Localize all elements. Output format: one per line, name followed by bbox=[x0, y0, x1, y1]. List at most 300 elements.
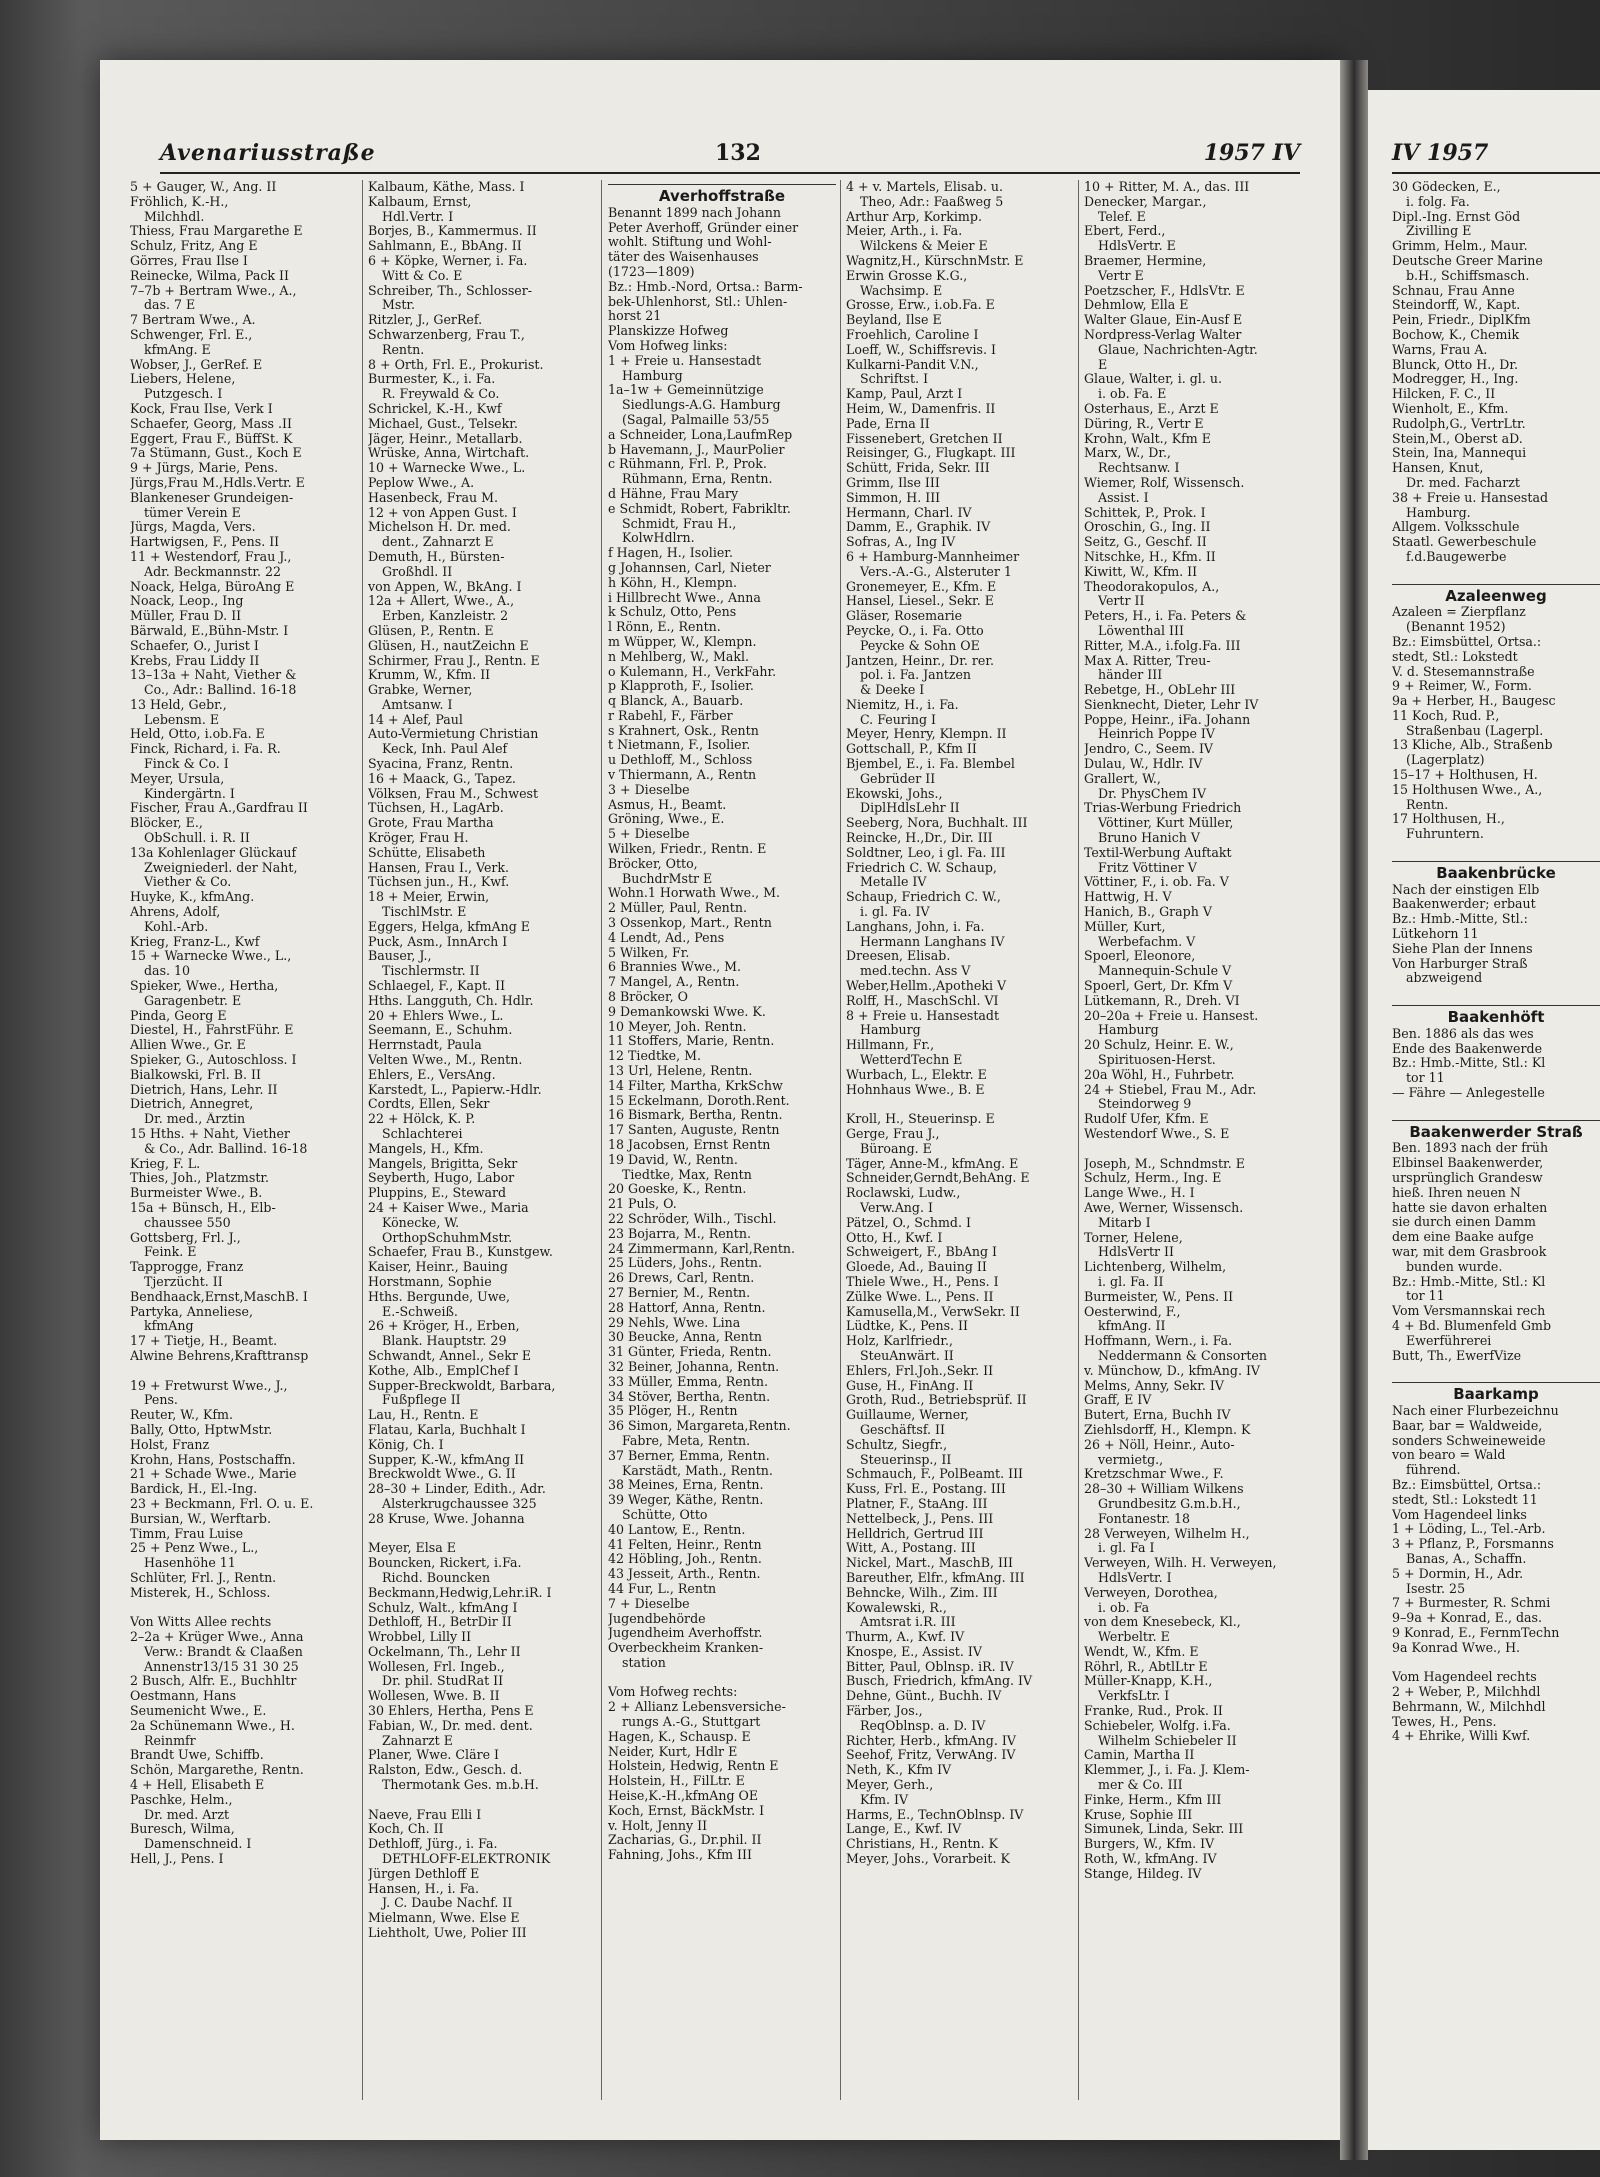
directory-entry-line: Karstädt, Math., Rentn. bbox=[622, 1463, 773, 1478]
directory-entry-line: Wrobbel, Lilly II bbox=[368, 1630, 472, 1645]
directory-entry-line: a Schneider, Lona,LaufmRep bbox=[608, 427, 793, 442]
directory-entry-line: v. Münchow, D., kfmAng. IV bbox=[1084, 1363, 1261, 1378]
directory-entry-line: abzweigend bbox=[1406, 971, 1483, 986]
directory-entry-line: Langhans, John, i. Fa. bbox=[846, 919, 985, 934]
directory-entry-line: 29 Nehls, Wwe. Lina bbox=[608, 1315, 741, 1330]
directory-entry-line: Wilckens & Meier E bbox=[860, 239, 988, 254]
directory-entry-line: Amtsanw. I bbox=[382, 697, 453, 712]
directory-entry-line: Wendt, W., Kfm. E bbox=[1084, 1644, 1199, 1659]
directory-entry-line: 33 Müller, Emma, Rentn. bbox=[608, 1374, 768, 1389]
directory-entry-line: Gronemeyer, E., Kfm. E bbox=[846, 579, 997, 594]
directory-entry-line: Rechtsanw. I bbox=[1098, 461, 1180, 476]
directory-entry-line: Pinda, Georg E bbox=[130, 1008, 227, 1023]
directory-entry-line: Reinecke, Wilma, Pack II bbox=[130, 268, 289, 283]
directory-entry-line: Neth, K., Kfm IV bbox=[846, 1763, 952, 1778]
directory-entry-line: bek-Uhlenhorst, Stl.: Uhlen- bbox=[608, 294, 788, 309]
directory-entry-line: von bearo = Wald bbox=[1392, 1448, 1506, 1463]
directory-entry-line: Schmauch, F., PolBeamt. III bbox=[846, 1467, 1024, 1482]
directory-entry-line: Schittek, P., Prok. I bbox=[1084, 505, 1206, 520]
directory-entry-line: BuchdrMstr E bbox=[622, 871, 713, 886]
directory-entry-line: Kretzschmar Wwe., F. bbox=[1084, 1467, 1224, 1482]
directory-entry-line: Vöttiner, Kurt Müller, bbox=[1098, 816, 1234, 831]
directory-entry-line: 12 Tiedtke, M. bbox=[608, 1049, 702, 1064]
directory-entry-line: Lange Wwe., H. I bbox=[1084, 1186, 1195, 1201]
directory-entry-line: Schrickel, K.-H., Kwf bbox=[368, 401, 502, 416]
directory-entry-line: Kalbaum, Käthe, Mass. I bbox=[368, 180, 525, 194]
directory-entry-line: Gottsberg, Frl. J., bbox=[130, 1230, 241, 1245]
directory-entry-line: 30 Beucke, Anna, Rentn bbox=[608, 1330, 763, 1345]
directory-entry-line: Blank. Hauptstr. 29 bbox=[382, 1334, 507, 1349]
directory-entry-line: Dethloff, Jürg., i. Fa. bbox=[368, 1837, 498, 1852]
directory-entry-line: Von Witts Allee rechts bbox=[130, 1615, 272, 1630]
directory-entry-line: Spieker, G., Autoschloss. I bbox=[130, 1053, 297, 1068]
directory-entry-line: Melms, Anny, Sekr. IV bbox=[1084, 1378, 1224, 1393]
directory-entry-line: Garagenbetr. E bbox=[144, 993, 242, 1008]
directory-entry-line: Marx, W., Dr., bbox=[1084, 446, 1172, 461]
directory-entry-line: Behrmann, W., Milchhdl bbox=[1392, 1699, 1546, 1714]
directory-entry-line: c Rühmann, Frl. P., Prok. bbox=[608, 457, 767, 472]
directory-entry-line: h Köhn, H., Klempn. bbox=[608, 575, 737, 590]
directory-entry-line: Fabian, W., Dr. med. dent. bbox=[368, 1718, 533, 1733]
directory-entry-line: Stein,M., Oberst aD. bbox=[1392, 431, 1523, 446]
directory-entry-line: Textil-Werbung Auftakt bbox=[1084, 845, 1232, 860]
spacer bbox=[1392, 986, 1600, 1001]
directory-entry-line: Kowalewski, R., bbox=[846, 1600, 947, 1615]
directory-entry-line: m Wüpper, W., Klempn. bbox=[608, 634, 757, 649]
directory-entry-line: Hansen, Knut, bbox=[1392, 461, 1484, 476]
directory-entry-line: Dietrich, Annegret, bbox=[130, 1097, 254, 1112]
directory-entry-line: Schaefer, O., Jurist I bbox=[130, 638, 259, 653]
directory-entry-line: Büroang. E bbox=[860, 1141, 932, 1156]
directory-entry-line: Hasenhöhe 11 bbox=[144, 1556, 236, 1571]
directory-entry-line: Dulau, W., Hdlr. IV bbox=[1084, 757, 1203, 772]
directory-entry-line: Jürgs,Frau M.,Hdls.Vertr. E bbox=[130, 475, 305, 490]
directory-entry-line: Hths. Langguth, Ch. Hdlr. bbox=[368, 993, 534, 1008]
directory-entry-line: Bauser, J., bbox=[368, 949, 432, 964]
directory-entry-line: 8 + Freie u. Hansestadt bbox=[846, 1008, 1000, 1023]
directory-entry-line: Supper-Breckwoldt, Barbara, bbox=[368, 1378, 556, 1393]
directory-entry-line: TischlMstr. E bbox=[382, 905, 467, 920]
directory-entry-line: d Hähne, Frau Mary bbox=[608, 486, 739, 501]
directory-entry-line: 44 Fur, L., Rentn bbox=[608, 1581, 717, 1596]
directory-entry-line: Schütte, Otto bbox=[622, 1507, 708, 1522]
directory-entry-line: 8 Bröcker, O bbox=[608, 990, 688, 1005]
directory-entry-line: Grimm, Ilse III bbox=[846, 475, 940, 490]
directory-entry-line: 3 + Pflanz, P., Forsmanns bbox=[1392, 1537, 1554, 1552]
directory-entry-line: Noack, Helga, BüroAng E bbox=[130, 579, 295, 594]
directory-entry-line: Deutsche Greer Marine bbox=[1392, 253, 1543, 268]
directory-entry-line: Rudolf Ufer, Kfm. E bbox=[1084, 1112, 1209, 1127]
directory-entry-line: 7a Stümann, Gust., Koch E bbox=[130, 446, 302, 461]
directory-entry-line: tor 11 bbox=[1406, 1289, 1445, 1304]
directory-entry-line: 2–2a + Krüger Wwe., Anna bbox=[130, 1630, 304, 1645]
directory-entry-line: & Co., Adr. Ballind. 16-18 bbox=[144, 1141, 308, 1156]
directory-entry-line: Dehne, Günt., Buchh. IV bbox=[846, 1689, 1002, 1704]
directory-entry-line: Färber, Jos., bbox=[846, 1704, 923, 1719]
directory-entry-line: Peycke & Sohn OE bbox=[860, 638, 980, 653]
directory-entry-line: q Blanck, A., Bauarb. bbox=[608, 694, 744, 709]
directory-entry-line: Löwenthal III bbox=[1098, 623, 1184, 638]
directory-entry-line: Kfm. IV bbox=[860, 1792, 909, 1807]
directory-entry-line: Poetzscher, F., HdlsVtr. E bbox=[1084, 283, 1245, 298]
directory-entry-line: Gerge, Frau J., bbox=[846, 1127, 940, 1141]
directory-entry-line: 16 Bismark, Bertha, Rentn. bbox=[608, 1108, 783, 1123]
directory-entry-line: wohlt. Stiftung und Wohl- bbox=[608, 235, 772, 250]
directory-column-4 bbox=[846, 180, 1074, 2110]
directory-entry-line: 1 + Freie u. Hansestadt bbox=[608, 353, 762, 368]
directory-entry-line: 13 Url, Helene, Rentn. bbox=[608, 1064, 753, 1079]
directory-entry-line: Kamp, Paul, Arzt I bbox=[846, 387, 963, 402]
directory-entry-line: Vom Versmannskai rech bbox=[1392, 1304, 1546, 1319]
directory-entry-line: Thiele Wwe., H., Pens. I bbox=[846, 1274, 999, 1289]
directory-entry-line: Dethloff, H., BetrDir II bbox=[368, 1615, 512, 1630]
directory-entry-line: stedt, Stl.: Lokstedt 11 bbox=[1392, 1492, 1538, 1507]
directory-entry-line: Bialkowski, Frl. B. II bbox=[130, 1067, 261, 1082]
directory-entry-line: 3 + Dieselbe bbox=[608, 782, 690, 797]
directory-entry-line: Pein, Friedr., DiplKfm bbox=[1392, 313, 1531, 328]
directory-entry-line: Ewerführerei bbox=[1406, 1333, 1492, 1348]
spacer bbox=[846, 1097, 1074, 1112]
directory-entry-line: Bz.: Hmb.-Mitte, Stl.: Kl bbox=[1392, 1056, 1546, 1071]
directory-entry-line: 22 Schröder, Wilh., Tischl. bbox=[608, 1211, 777, 1226]
directory-entry-line: 16 + Maack, G., Tapez. bbox=[368, 771, 516, 786]
directory-entry-line: Hamburg bbox=[860, 1023, 921, 1038]
spacer bbox=[1392, 1363, 1600, 1378]
directory-entry-line: Rentn. bbox=[382, 342, 425, 357]
directory-entry-line: 2 + Allianz Lebensversiche- bbox=[608, 1700, 786, 1715]
directory-entry-line: 2 Müller, Paul, Rentn. bbox=[608, 901, 747, 916]
directory-entry-line: E bbox=[1098, 357, 1108, 372]
directory-entry-line: Syacina, Franz, Rentn. bbox=[368, 757, 514, 772]
directory-entry-line: Dr. med. Facharzt bbox=[1406, 475, 1520, 490]
directory-entry-line: Glaue, Nachrichten-Agtr. bbox=[1098, 342, 1258, 357]
directory-entry-line: Täger, Anne-M., kfmAng. E bbox=[846, 1156, 1019, 1171]
directory-entry-line: 7 + Burmester, R. Schmi bbox=[1392, 1596, 1551, 1611]
directory-entry-line: Damm, E., Graphik. IV bbox=[846, 520, 991, 535]
street-divider bbox=[1392, 584, 1600, 585]
right-header-rule bbox=[1392, 172, 1600, 174]
directory-entry-line: 35 Plöger, H., Rentn bbox=[608, 1404, 738, 1419]
directory-entry-line: 40 Lantow, E., Rentn. bbox=[608, 1522, 746, 1537]
directory-entry-line: i Hillbrecht Wwe., Anna bbox=[608, 590, 761, 605]
directory-entry-line: Verweyen, Wilh. H. Verweyen, bbox=[1084, 1556, 1277, 1571]
directory-entry-line: (Sagal, Palmaille 53/55 bbox=[622, 412, 770, 427]
directory-entry-line: 5 + Dieselbe bbox=[608, 827, 690, 842]
directory-entry-line: 28 Hattorf, Anna, Rentn. bbox=[608, 1300, 766, 1315]
directory-entry-line: Meyer, Henry, Klempn. II bbox=[846, 727, 1007, 742]
directory-entry-line: Hattwig, H. V bbox=[1084, 890, 1172, 905]
directory-entry-line: Bouncken, Rickert, i.Fa. bbox=[368, 1556, 522, 1571]
directory-entry-line: Butt, Th., EwerfVize bbox=[1392, 1348, 1522, 1363]
directory-entry-line: Tischlermstr. II bbox=[382, 964, 480, 979]
directory-column-2 bbox=[368, 180, 596, 2110]
directory-entry-line: Liehtholt, Uwe, Polier III bbox=[368, 1926, 527, 1941]
directory-entry-line: Torner, Helene, bbox=[1084, 1230, 1183, 1245]
directory-entry-line: Dr. med. Arzt bbox=[144, 1807, 230, 1822]
book-gutter bbox=[1340, 60, 1368, 2160]
directory-entry-line: Neddermann & Consorten bbox=[1098, 1348, 1267, 1363]
directory-entry-line: Tiedtke, Max, Rentn bbox=[622, 1167, 752, 1182]
directory-entry-line: g Johannsen, Carl, Nieter bbox=[608, 560, 771, 575]
directory-entry-line: Schlüter, Frl. J., Rentn. bbox=[130, 1570, 277, 1585]
directory-entry-line: 1a–1w + Gemeinnützige bbox=[608, 383, 764, 398]
directory-entry-line: Hdl.Vertr. I bbox=[382, 209, 454, 224]
directory-entry-line: 6 Brannies Wwe., M. bbox=[608, 960, 742, 975]
directory-entry-line: Keck, Inh. Paul Alef bbox=[382, 742, 508, 757]
directory-entry-line: Allien Wwe., Gr. E bbox=[130, 1038, 246, 1053]
directory-entry-line: Mstr. bbox=[382, 298, 416, 313]
directory-entry-line: kfmAng. E bbox=[144, 342, 211, 357]
directory-entry-line: Groth, Rud., Betriebsprüf. II bbox=[846, 1393, 1027, 1408]
directory-entry-line: das. 10 bbox=[144, 964, 191, 979]
directory-entry-line: Jürgen Dethloff E bbox=[368, 1866, 480, 1881]
directory-entry-line: SteuAnwärt. II bbox=[860, 1348, 954, 1363]
directory-entry-line: Meier, Arth., i. Fa. bbox=[846, 224, 963, 239]
directory-entry-line: Witt & Co. E bbox=[382, 268, 463, 283]
directory-entry-line: ObSchull. i. R. II bbox=[144, 831, 250, 846]
directory-entry-line: Held, Otto, i.ob.Fa. E bbox=[130, 727, 265, 742]
directory-entry-line: Hansen, H., i. Fa. bbox=[368, 1881, 480, 1896]
directory-entry-line: Verweyen, Dorothea, bbox=[1084, 1585, 1218, 1600]
directory-entry-line: Bareuther, Elfr., kfmAng. III bbox=[846, 1570, 1025, 1585]
directory-entry-line: Schirmer, Frau J., Rentn. E bbox=[368, 653, 540, 668]
directory-entry-line: Schaefer, Frau B., Kunstgew. bbox=[368, 1245, 553, 1260]
directory-entry-line: Schweigert, F., BbAng I bbox=[846, 1245, 998, 1260]
directory-entry-line: Krohn, Hans, Postschaffn. bbox=[130, 1452, 296, 1467]
directory-entry-line: Osterhaus, E., Arzt E bbox=[1084, 401, 1219, 416]
directory-entry-line: 38 Meines, Erna, Rentn. bbox=[608, 1478, 764, 1493]
directory-entry-line: 15 Holthusen Wwe., A., bbox=[1392, 782, 1543, 797]
directory-entry-line: Seemann, E., Schuhm. bbox=[368, 1023, 513, 1038]
directory-entry-line: Hell, J., Pens. I bbox=[130, 1852, 224, 1867]
directory-entry-line: Richd. Bouncken bbox=[382, 1570, 491, 1585]
directory-entry-line: Rentn. bbox=[1406, 797, 1449, 812]
directory-entry-line: 20 Schulz, Heinr. E. W., bbox=[1084, 1038, 1234, 1053]
directory-entry-line: horst 21 bbox=[608, 309, 662, 324]
directory-entry-line: Isestr. 25 bbox=[1406, 1581, 1466, 1596]
directory-entry-line: 3 Ossenkop, Mart., Rentn bbox=[608, 916, 772, 931]
directory-entry-line: Rudolph,G., VertrLtr. bbox=[1392, 416, 1526, 431]
directory-entry-line: & Deeke I bbox=[860, 683, 925, 698]
directory-entry-line: Hamburg bbox=[622, 368, 683, 383]
directory-entry-line: Poppe, Heinr., iFa. Johann bbox=[1084, 712, 1251, 727]
directory-entry-line: 13 Held, Gebr., bbox=[130, 697, 227, 712]
directory-entry-line: 36 Simon, Margareta,Rentn. bbox=[608, 1419, 791, 1434]
directory-entry-line: Kindergärtn. I bbox=[144, 786, 235, 801]
directory-entry-line: hatte sie davon erhalten bbox=[1392, 1200, 1548, 1215]
directory-entry-line: Noack, Leop., Ing bbox=[130, 594, 244, 609]
directory-entry-line: Grabke, Werner, bbox=[368, 683, 473, 698]
directory-entry-line: Harms, E., TechnOblnsp. IV bbox=[846, 1807, 1024, 1822]
directory-entry-line: Arthur Arp, Korkimp. bbox=[846, 209, 982, 224]
directory-entry-line: Seitz, G., Geschf. II bbox=[1084, 535, 1207, 550]
directory-entry-line: 2a Schünemann Wwe., H. bbox=[130, 1718, 295, 1733]
spacer bbox=[1392, 842, 1600, 857]
directory-entry-line: HdlsVertr. I bbox=[1098, 1570, 1172, 1585]
directory-entry-line: OrthopSchuhmMstr. bbox=[382, 1230, 513, 1245]
directory-entry-line: Ben. 1886 als das wes bbox=[1392, 1026, 1534, 1041]
spacer bbox=[1392, 1656, 1600, 1671]
directory-entry-line: Viether & Co. bbox=[144, 875, 232, 890]
directory-entry-line: war, mit dem Grasbrook bbox=[1392, 1244, 1547, 1259]
directory-entry-line: Hansel, Liesel., Sekr. E bbox=[846, 594, 994, 609]
directory-entry-line: Fuhruntern. bbox=[1406, 827, 1484, 842]
directory-entry-line: Meyer, Gerh., bbox=[846, 1778, 934, 1793]
directory-entry-line: Nitschke, H., Kfm. II bbox=[1084, 549, 1216, 564]
directory-entry-line: hieß. Ihren neuen N bbox=[1392, 1185, 1521, 1200]
directory-entry-line: Schulz, Herm., Ing. E bbox=[1084, 1171, 1222, 1186]
directory-entry-line: Geschäftsf. II bbox=[860, 1422, 946, 1437]
directory-entry-line: Herrnstadt, Paula bbox=[368, 1038, 482, 1053]
directory-entry-line: Metalle IV bbox=[860, 875, 927, 890]
directory-entry-line: Fissenebert, Gretchen II bbox=[846, 431, 1003, 446]
directory-entry-line: Großhdl. II bbox=[382, 564, 453, 579]
street-divider bbox=[1392, 1120, 1600, 1121]
directory-entry-line: 21 Puls, O. bbox=[608, 1197, 677, 1212]
directory-entry-line: Zülke Wwe. L., Pens. II bbox=[846, 1289, 994, 1304]
directory-entry-line: Otto, H., Kwf. I bbox=[846, 1230, 943, 1245]
directory-entry-line: Seumenicht Wwe., E. bbox=[130, 1704, 267, 1719]
directory-entry-line: Schlaegel, F., Kapt. II bbox=[368, 979, 506, 994]
directory-entry-line: 21 + Schade Wwe., Marie bbox=[130, 1467, 297, 1482]
directory-entry-line: Görres, Frau Ilse I bbox=[130, 253, 248, 268]
directory-entry-line: kfmAng bbox=[144, 1319, 194, 1334]
directory-entry-line: 6 + Köpke, Werner, i. Fa. bbox=[368, 253, 528, 268]
spacer bbox=[130, 1601, 358, 1616]
directory-entry-line: Benannt 1899 nach Johann bbox=[608, 205, 781, 220]
directory-entry-line: Thies, Joh., Platzmstr. bbox=[130, 1171, 270, 1186]
directory-entry-line: Auto-Vermietung Christian bbox=[368, 727, 539, 742]
directory-entry-line: Alsterkrugchaussee 325 bbox=[382, 1496, 537, 1511]
spacer bbox=[368, 1793, 596, 1808]
directory-entry-line: Banas, A., Schaffn. bbox=[1406, 1551, 1527, 1566]
directory-entry-line: 23 + Beckmann, Frl. O. u. E. bbox=[130, 1496, 314, 1511]
directory-entry-line: Lüdtke, K., Pens. II bbox=[846, 1319, 968, 1334]
directory-entry-line: 28–30 + Linder, Edith., Adr. bbox=[368, 1482, 546, 1497]
directory-entry-line: Liebers, Helene, bbox=[130, 372, 236, 387]
directory-entry-line: Krohn, Walt., Kfm E bbox=[1084, 431, 1211, 446]
directory-entry-line: (1723—1809) bbox=[608, 264, 695, 279]
spacer bbox=[608, 1671, 836, 1686]
directory-entry-line: König, Ch. I bbox=[368, 1437, 444, 1452]
directory-entry-line: Guse, H., FinAng. II bbox=[846, 1378, 974, 1393]
directory-entry-line: 7 Bertram Wwe., A. bbox=[130, 313, 256, 328]
directory-entry-line: Tjerzücht. II bbox=[144, 1274, 223, 1289]
directory-entry-line: Lütkehorn 11 bbox=[1392, 927, 1479, 942]
directory-entry-line: Kulkarni-Pandit V.N., bbox=[846, 357, 979, 372]
directory-entry-line: Beckmann,Hedwig,Lehr.iR. I bbox=[368, 1585, 552, 1600]
directory-entry-line: Reisinger, G., Flugkapt. III bbox=[846, 446, 1016, 461]
directory-entry-line: Bröcker, Otto, bbox=[608, 856, 698, 871]
directory-entry-line: t Nietmann, F., Isolier. bbox=[608, 738, 751, 753]
directory-entry-line: Theodorakopulos, A., bbox=[1084, 579, 1220, 594]
directory-entry-line: i. gl. Fa I bbox=[1098, 1541, 1155, 1556]
directory-entry-line: Christians, H., Rentn. K bbox=[846, 1837, 999, 1852]
directory-entry-line: mer & Co. III bbox=[1098, 1778, 1183, 1793]
directory-entry-line: Baakenwerder; erbaut bbox=[1392, 897, 1536, 912]
directory-entry-line: von dem Knesebeck, Kl., bbox=[1084, 1615, 1241, 1630]
directory-entry-line: Werbeltr. E bbox=[1098, 1630, 1170, 1645]
directory-entry-line: 13–13a + Naht, Viether & bbox=[130, 668, 297, 683]
directory-entry-line: 28 Verweyen, Wilhelm H., bbox=[1084, 1526, 1250, 1541]
directory-entry-line: Dehmlow, Ella E bbox=[1084, 298, 1189, 313]
directory-column-5 bbox=[1084, 180, 1322, 2110]
directory-entry-line: 7 Mangel, A., Rentn. bbox=[608, 975, 740, 990]
directory-entry-line: Schulz, Fritz, Ang E bbox=[130, 239, 258, 254]
directory-entry-line: Vom Hofweg links: bbox=[608, 338, 728, 353]
directory-entry-line: 4 + Hell, Elisabeth E bbox=[130, 1778, 265, 1793]
directory-entry-line: 14 + Alef, Paul bbox=[368, 712, 463, 727]
directory-entry-line: Ebert, Ferd., bbox=[1084, 224, 1166, 239]
directory-entry-line: Werbefachm. V bbox=[1098, 934, 1196, 949]
directory-entry-line: Jugendheim Averhoffstr. bbox=[608, 1626, 763, 1641]
directory-entry-line: Assist. I bbox=[1098, 490, 1149, 505]
directory-entry-line: Tüchsen, H., LagArb. bbox=[368, 801, 504, 816]
directory-entry-line: 19 David, W., Rentn. bbox=[608, 1152, 738, 1167]
directory-entry-line: Jendro, C., Seem. IV bbox=[1084, 742, 1214, 757]
directory-entry-line: Reuter, W., Kfm. bbox=[130, 1408, 233, 1423]
directory-entry-line: Tewes, H., Pens. bbox=[1392, 1714, 1497, 1729]
directory-entry-line: Puck, Asm., InnArch I bbox=[368, 934, 508, 949]
directory-entry-line: Fröhlich, K.-H., bbox=[130, 194, 229, 209]
directory-entry-line: Jäger, Heinr., Metallarb. bbox=[368, 431, 523, 446]
directory-entry-line: i. folg. Fa. bbox=[1406, 194, 1470, 209]
directory-entry-line: Seehof, Fritz, VerwAng. IV bbox=[846, 1748, 1016, 1763]
directory-entry-line: Bz.: Eimsbüttel, Ortsa.: bbox=[1392, 634, 1542, 649]
directory-entry-line: b.H., Schiffsmasch. bbox=[1406, 268, 1530, 283]
directory-entry-line: Kröger, Frau H. bbox=[368, 831, 469, 846]
directory-entry-line: 2 + Weber, P., Milchhdl bbox=[1392, 1685, 1541, 1700]
directory-entry-line: Planskizze Hofweg bbox=[608, 324, 729, 339]
directory-entry-line: Bitter, Paul, Oblnsp. iR. IV bbox=[846, 1659, 1014, 1674]
directory-entry-line: Walter Glaue, Ein-Ausf E bbox=[1084, 313, 1243, 328]
directory-entry-line: Schön, Margarethe, Rentn. bbox=[130, 1763, 304, 1778]
directory-entry-line: Pens. bbox=[144, 1393, 178, 1408]
directory-entry-line: 24 + Stiebel, Frau M., Adr. bbox=[1084, 1082, 1257, 1097]
directory-entry-line: Spoerl, Gert, Dr. Kfm V bbox=[1084, 979, 1233, 994]
directory-entry-line: Schwarzenberg, Frau T., bbox=[368, 327, 525, 342]
directory-entry-line: HdlsVertr. E bbox=[1098, 239, 1176, 254]
directory-entry-line: Spieker, Wwe., Hertha, bbox=[130, 979, 279, 994]
directory-entry-line: Gröning, Wwe., E. bbox=[608, 812, 725, 827]
directory-entry-line: Misterek, H., Schloss. bbox=[130, 1585, 271, 1600]
directory-entry-line: Loeff, W., Schiffsrevis. I bbox=[846, 342, 996, 357]
directory-entry-line: Holst, Franz bbox=[130, 1437, 210, 1452]
running-head-street: Avenariusstraße bbox=[160, 140, 376, 166]
directory-entry-line: 13a Kohlenlager Glückauf bbox=[130, 845, 297, 860]
directory-entry-line: Wagnitz,H., KürschnMstr. E bbox=[846, 253, 1024, 268]
directory-entry-line: Krumm, W., Kfm. II bbox=[368, 668, 491, 683]
directory-entry-line: Schulz, Walt., kfmAng I bbox=[368, 1600, 518, 1615]
directory-entry-line: i. ob. Fa bbox=[1098, 1600, 1150, 1615]
directory-entry-line: Mangels, Brigitta, Sekr bbox=[368, 1156, 518, 1171]
street-heading: Baakenbrücke bbox=[1436, 863, 1556, 882]
directory-entry-line: Zweigniederl. der Naht, bbox=[144, 860, 298, 875]
directory-entry-line: Michael, Gust., Telsekr. bbox=[368, 416, 518, 431]
directory-entry-line: 25 + Penz Wwe., L., bbox=[130, 1541, 259, 1556]
directory-entry-line: Bursian, W., Werftarb. bbox=[130, 1511, 271, 1526]
directory-entry-line: Staatl. Gewerbeschule bbox=[1392, 535, 1537, 550]
directory-entry-line: 43 Jesseit, Arth., Rentn. bbox=[608, 1567, 761, 1582]
directory-entry-line: Heise,K.-H.,kfmAng OE bbox=[608, 1789, 759, 1804]
directory-entry-line: Mielmann, Wwe. Else E bbox=[368, 1911, 520, 1926]
directory-entry-line: 19 + Fretwurst Wwe., J., bbox=[130, 1378, 288, 1393]
street-heading: Baarkamp bbox=[1453, 1385, 1539, 1404]
directory-entry-line: Froehlich, Caroline I bbox=[846, 327, 979, 342]
directory-entry-line: Richter, Herb., kfmAng. IV bbox=[846, 1733, 1016, 1748]
directory-entry-line: Baar, bar = Waldweide, bbox=[1392, 1418, 1543, 1433]
directory-entry-line: V. d. Stesemannstraße bbox=[1392, 664, 1535, 679]
